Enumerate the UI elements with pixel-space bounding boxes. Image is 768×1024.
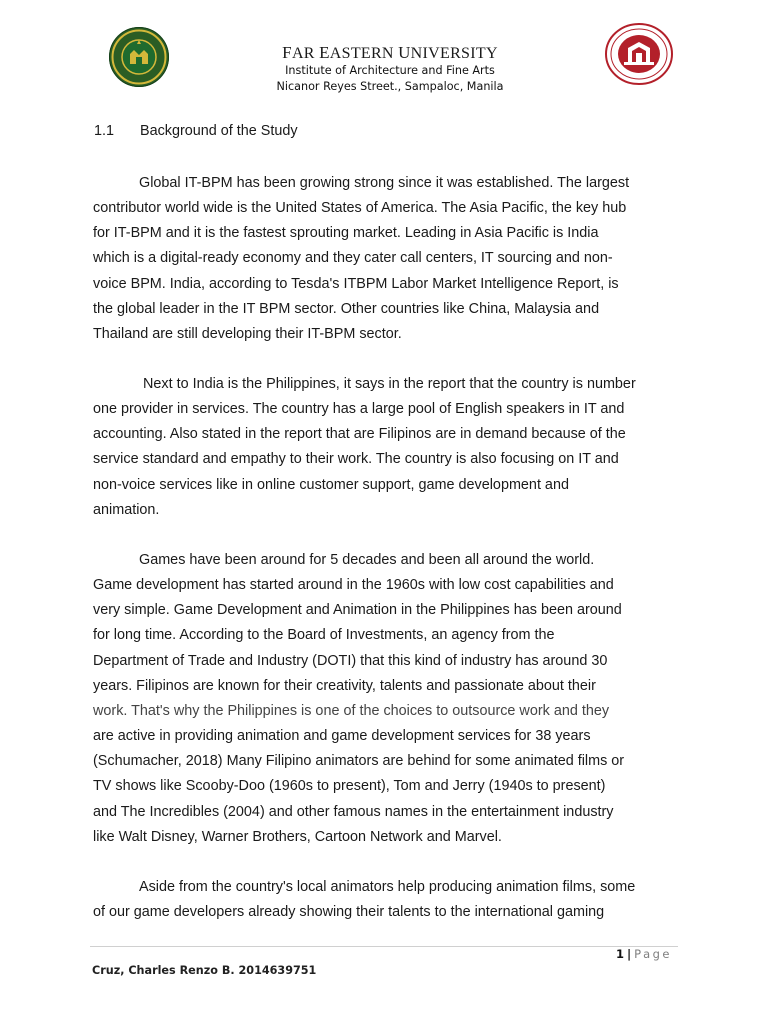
section-number: 1.1 bbox=[94, 123, 115, 139]
text-line: and The Incredibles (2004) and other famous names in the entertainment industry bbox=[93, 803, 614, 820]
page-separator: | bbox=[626, 947, 632, 961]
text-line: service standard and empathy to their work. The country is also focusing on IT and bbox=[93, 451, 619, 468]
text-line: animation. bbox=[93, 501, 160, 518]
footer-divider bbox=[90, 946, 678, 947]
page-label: Page bbox=[634, 947, 672, 961]
text-line: Thailand are still developing their IT-BPM sector. bbox=[93, 325, 402, 342]
institute-name: Institute of Architecture and Fine Arts bbox=[285, 64, 495, 77]
author-footer: Cruz, Charles Renzo B. 2014639751 bbox=[92, 964, 317, 977]
page-number: 1 bbox=[615, 947, 624, 961]
paragraph-3 bbox=[93, 548, 685, 850]
far-eastern-university-seal-icon bbox=[108, 26, 170, 88]
text-line: are active in providing animation and game development services for 38 years bbox=[93, 728, 591, 745]
page-number-footer bbox=[616, 947, 672, 961]
paragraph-1 bbox=[93, 171, 685, 347]
institute-address: Nicanor Reyes Street., Sampaloc, Manila bbox=[276, 80, 504, 93]
section-heading bbox=[94, 123, 298, 139]
text-line: Games have been around for 5 decades and been all around the world. bbox=[139, 552, 595, 568]
section-title: Background of the Study bbox=[140, 123, 298, 139]
text-line: Department of Trade and Industry (DOTI) that this kind of industry has around 30 bbox=[93, 652, 608, 669]
institute-architecture-seal-icon bbox=[604, 22, 674, 86]
text-line: which is a digital-ready economy and they cater call centers, IT sourcing and non- bbox=[93, 250, 613, 267]
text-line: Game development has started around in the 1960s with low cost capabilities and bbox=[93, 577, 614, 594]
text-line: like Walt Disney, Warner Brothers, Cartoon Network and Marvel. bbox=[93, 828, 502, 845]
text-line: (Schumacher, 2018) Many Filipino animators are behind for some animated films or bbox=[93, 753, 625, 770]
paragraph-4 bbox=[93, 875, 685, 925]
text-line: voice BPM. India, according to Tesda's ITBPM Labor Market Intelligence Report, is bbox=[93, 275, 619, 292]
paragraph-2 bbox=[93, 372, 685, 523]
text-line: for long time. According to the Board of Investments, an agency from the bbox=[93, 627, 555, 644]
text-line: Next to India is the Philippines, it says in the report that the country is number bbox=[143, 376, 636, 392]
text-line: non-voice services like in online customer support, game development and bbox=[93, 476, 569, 493]
text-line: very simple. Game Development and Animation in the Philippines has been around bbox=[93, 602, 622, 619]
text-line: TV shows like Scooby-Doo (1960s to present), Tom and Jerry (1940s to present) bbox=[93, 778, 606, 795]
text-line: contributor world wide is the United States of America. The Asia Pacific, the key hub bbox=[93, 200, 627, 217]
text-line: Aside from the country's local animators help producing animation films, some bbox=[139, 879, 636, 895]
text-line: years. Filipinos are known for their creativity, talents and passionate about their bbox=[93, 677, 596, 694]
university-name: FAR EASTERN UNIVERSITY bbox=[282, 43, 498, 62]
text-line: accounting. Also stated in the report that are Filipinos are in demand because of the bbox=[93, 426, 626, 443]
text-line: for IT-BPM and it is the fastest sprouting market. Leading in Asia Pacific is India bbox=[93, 225, 599, 242]
text-line: the global leader in the IT BPM sector. Other countries like China, Malaysia and bbox=[93, 300, 600, 317]
text-line: one provider in services. The country has a large pool of English speakers in IT and bbox=[93, 401, 625, 418]
text-line: work. That's why the Philippines is one of the choices to outsource work and they bbox=[93, 702, 610, 719]
text-line: Global IT-BPM has been growing strong since it was established. The largest bbox=[139, 175, 630, 191]
text-line: of our game developers already showing their talents to the international gaming bbox=[93, 904, 605, 921]
